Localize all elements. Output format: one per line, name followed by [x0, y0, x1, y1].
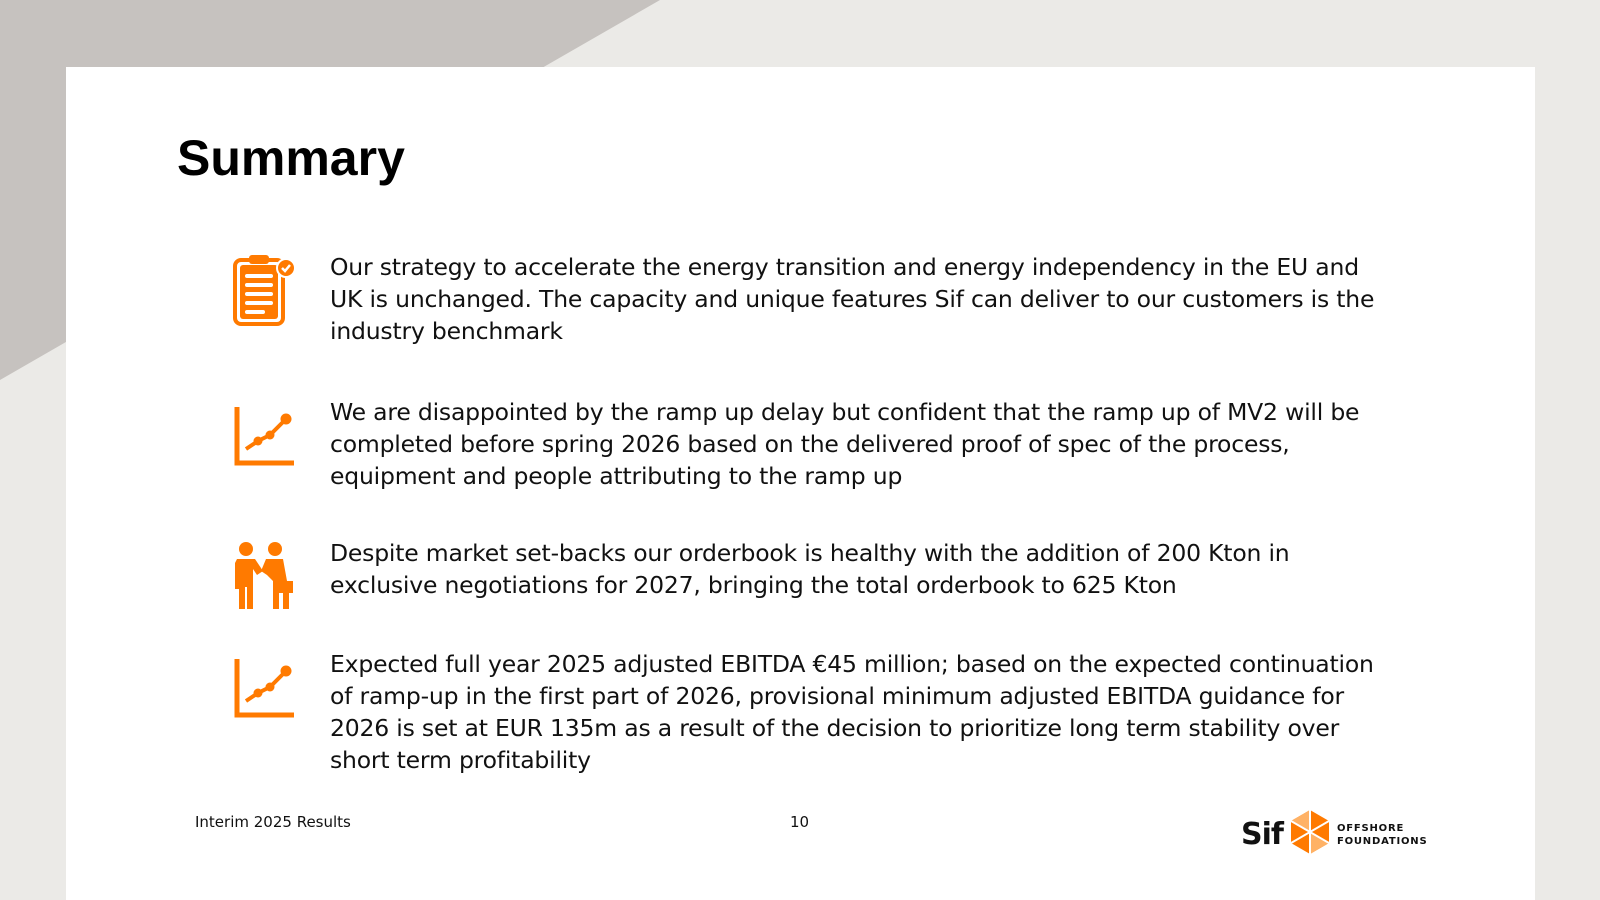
list-item [230, 396, 1470, 490]
sif-logo [1241, 810, 1427, 859]
item-text: Our strategy to accelerate the energy transition and energy independency in the EU and UK is unchanged. The capacity and unique features Sif can deliver to our customers is the industry benchmark [330, 253, 1375, 345]
page-title: Summary [177, 130, 405, 186]
item-text: We are disappointed by the ramp up delay but confident that the ramp up of MV2 will be completed before spring 2026 based on the delivered proof of spec of the process, equipment and people attributing to the ramp up [330, 398, 1360, 490]
slide [66, 67, 1535, 900]
line-chart-icon [230, 648, 298, 726]
handshake-people-icon [230, 537, 298, 615]
logo-subtitle [1337, 822, 1428, 848]
logo-wordmark: Sif [1241, 817, 1283, 852]
clipboard-check-icon [230, 251, 298, 329]
list-item [230, 648, 1470, 774]
logo-line-2: FOUNDATIONS [1336, 835, 1428, 847]
list-item [230, 537, 1470, 615]
item-text: Despite market set-backs our orderbook is healthy with the addition of 200 Kton in exclusive negotiations for 2027, bringing the total orderbook to 625 Kton [330, 539, 1290, 599]
logo-line-1: OFFSHORE [1336, 822, 1405, 834]
item-text: Expected full year 2025 adjusted EBITDA €45 million; based on the expected continuation of ramp-up in the first part of 2026, provisional minimum adjusted EBITDA guidance for 2026 is set at EUR 135m as a result of the decision to prioritize long term stability over short term profitability [330, 650, 1374, 774]
list-item [230, 251, 1470, 345]
line-chart-icon [230, 396, 298, 474]
logo-mark-icon [1291, 810, 1329, 859]
footer-label: Interim 2025 Results [195, 813, 351, 831]
page-number: 10 [790, 813, 810, 831]
